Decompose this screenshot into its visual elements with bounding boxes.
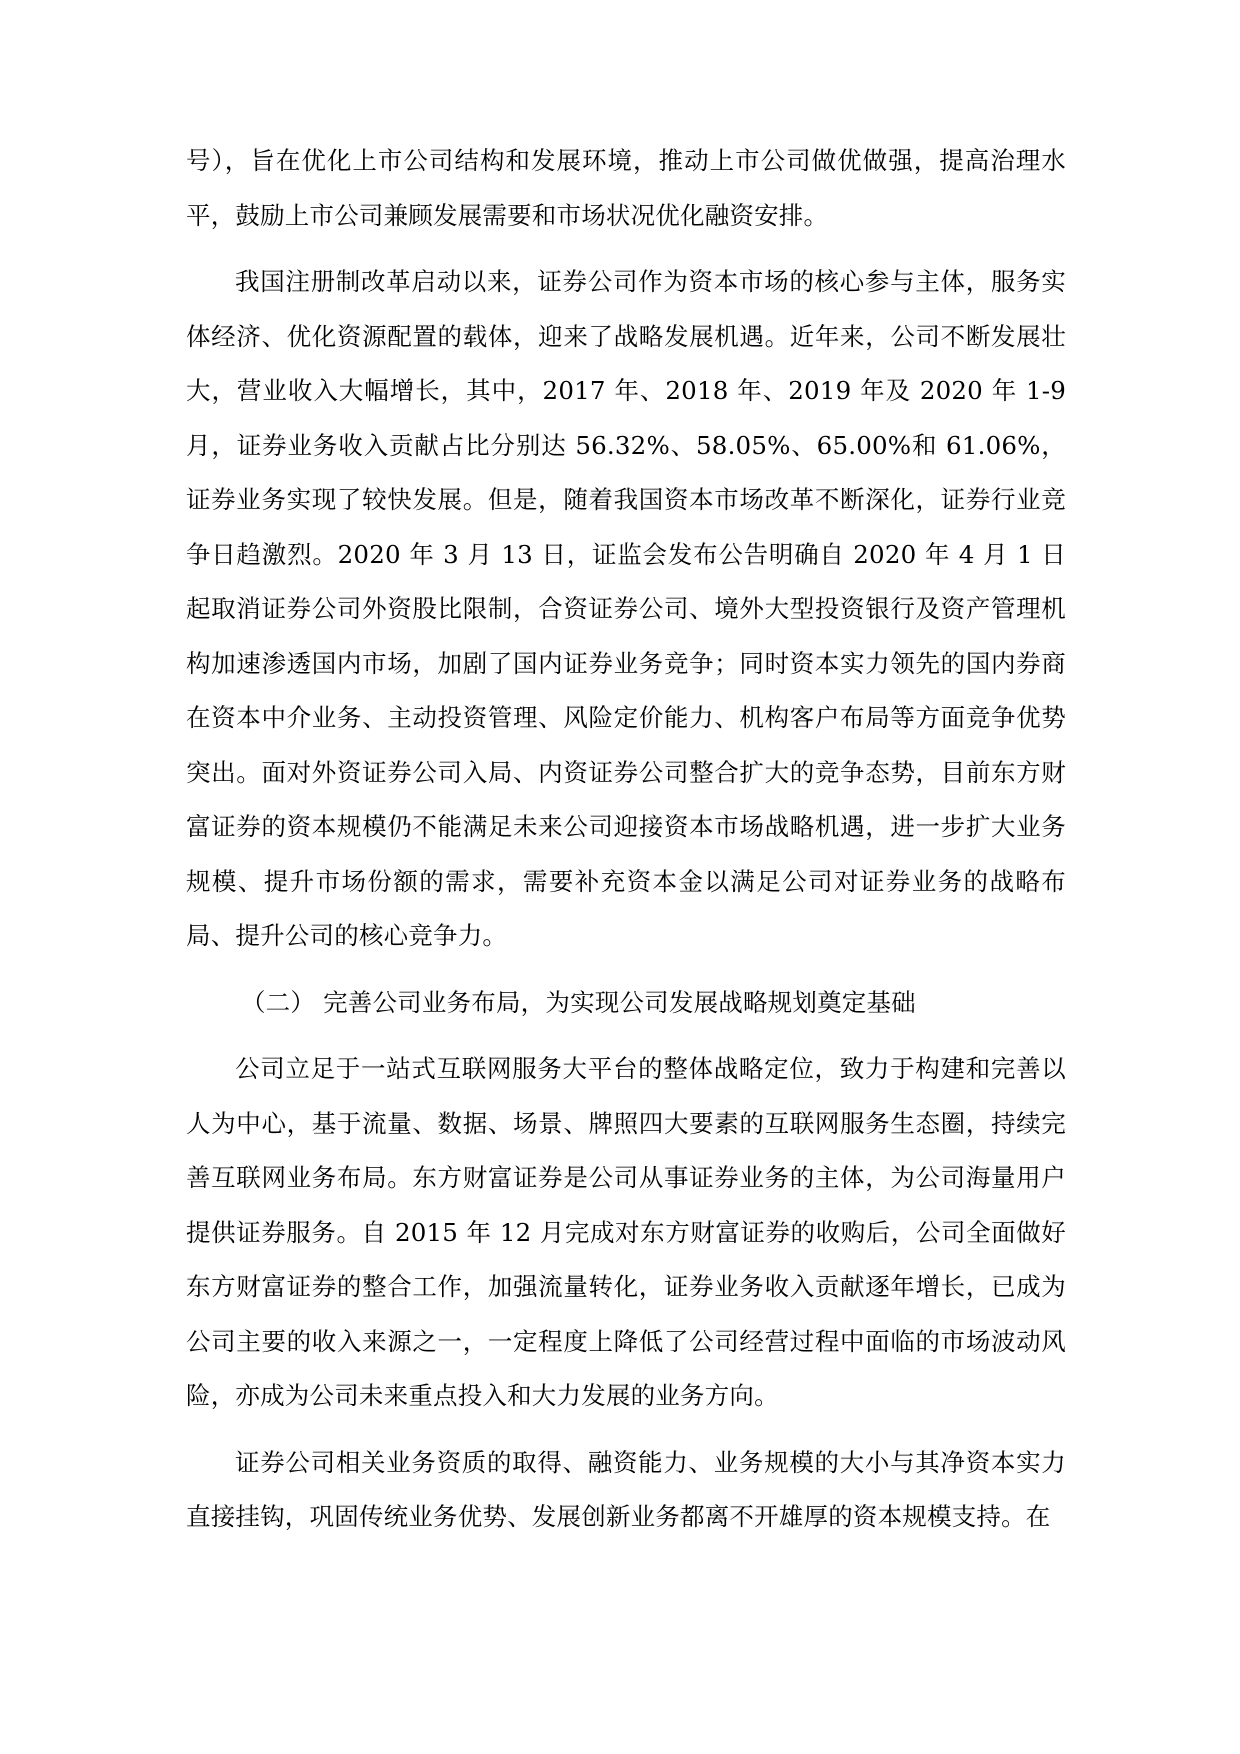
paragraph-continuation: 号），旨在优化上市公司结构和发展环境，推动上市公司做优做强，提高治理水平，鼓励上市公司兼顾发展需要和市场状况优化融资安排。 bbox=[186, 146, 1066, 230]
document-page bbox=[186, 134, 1066, 1545]
paragraph-business-layout: 公司立足于一站式互联网服务大平台的整体战略定位，致力于构建和完善以人为中心，基于流量、数据、场景、牌照四大要素的互联网服务生态圈，持续完善互联网业务布局。东方财富证券是公司从事证券业务的主体，为公司海量用户提供证券服务。自 2015 年 12 月完成对东方财富证券的收购后，公司全面做好东方财富证券的整合工作，加强流量转化，证券业务收入贡献逐年增长，已成为公司主要的收入来源之一，一定程度上降低了公司经营过程中面临的市场波动风险，亦成为公司未来重点投入和大力发展的业务方向。 bbox=[186, 1054, 1066, 1410]
paragraph-capital-strength: 证券公司相关业务资质的取得、融资能力、业务规模的大小与其净资本实力直接挂钩，巩固传统业务优势、发展创新业务都离不开雄厚的资本规模支持。在 bbox=[186, 1447, 1066, 1531]
section-heading: （二） 完善公司业务布局，为实现公司发展战略规划奠定基础 bbox=[241, 987, 916, 1017]
paragraph-registration-reform: 我国注册制改革启动以来，证券公司作为资本市场的核心参与主体，服务实体经济、优化资源配置的载体，迎来了战略发展机遇。近年来，公司不断发展壮大，营业收入大幅增长，其中，2017 年、2018 年、2019 年及 2020 年 1-9 月，证券业务收入贡献占比分别达 56.32%、58.05%、65.00%和 61.06%，证券业务实现了较快发展。但是，随着我国资本市场改革不断深化，证券行业竞争日趋激烈。2020 年 3 月 13 日，证监会发布公告明确自 2020 年 4 月 1 日起取消证券公司外资股比限制，合资证券公司、境外大型投资银行及资产管理机构加速渗透国内市场，加剧了国内证券业务竞争；同时资本实力领先的国内券商在资本中介业务、主动投资管理、风险定价能力、机构客户布局等方面竞争优势突出。面对外资证券公司入局、内资证券公司整合扩大的竞争态势，目前东方财富证券的资本规模仍不能满足未来公司迎接资本市场战略机遇，进一步扩大业务规模、提升市场份额的需求，需要补充资本金以满足公司对证券业务的战略布局、提升公司的核心竞争力。 bbox=[186, 267, 1066, 950]
